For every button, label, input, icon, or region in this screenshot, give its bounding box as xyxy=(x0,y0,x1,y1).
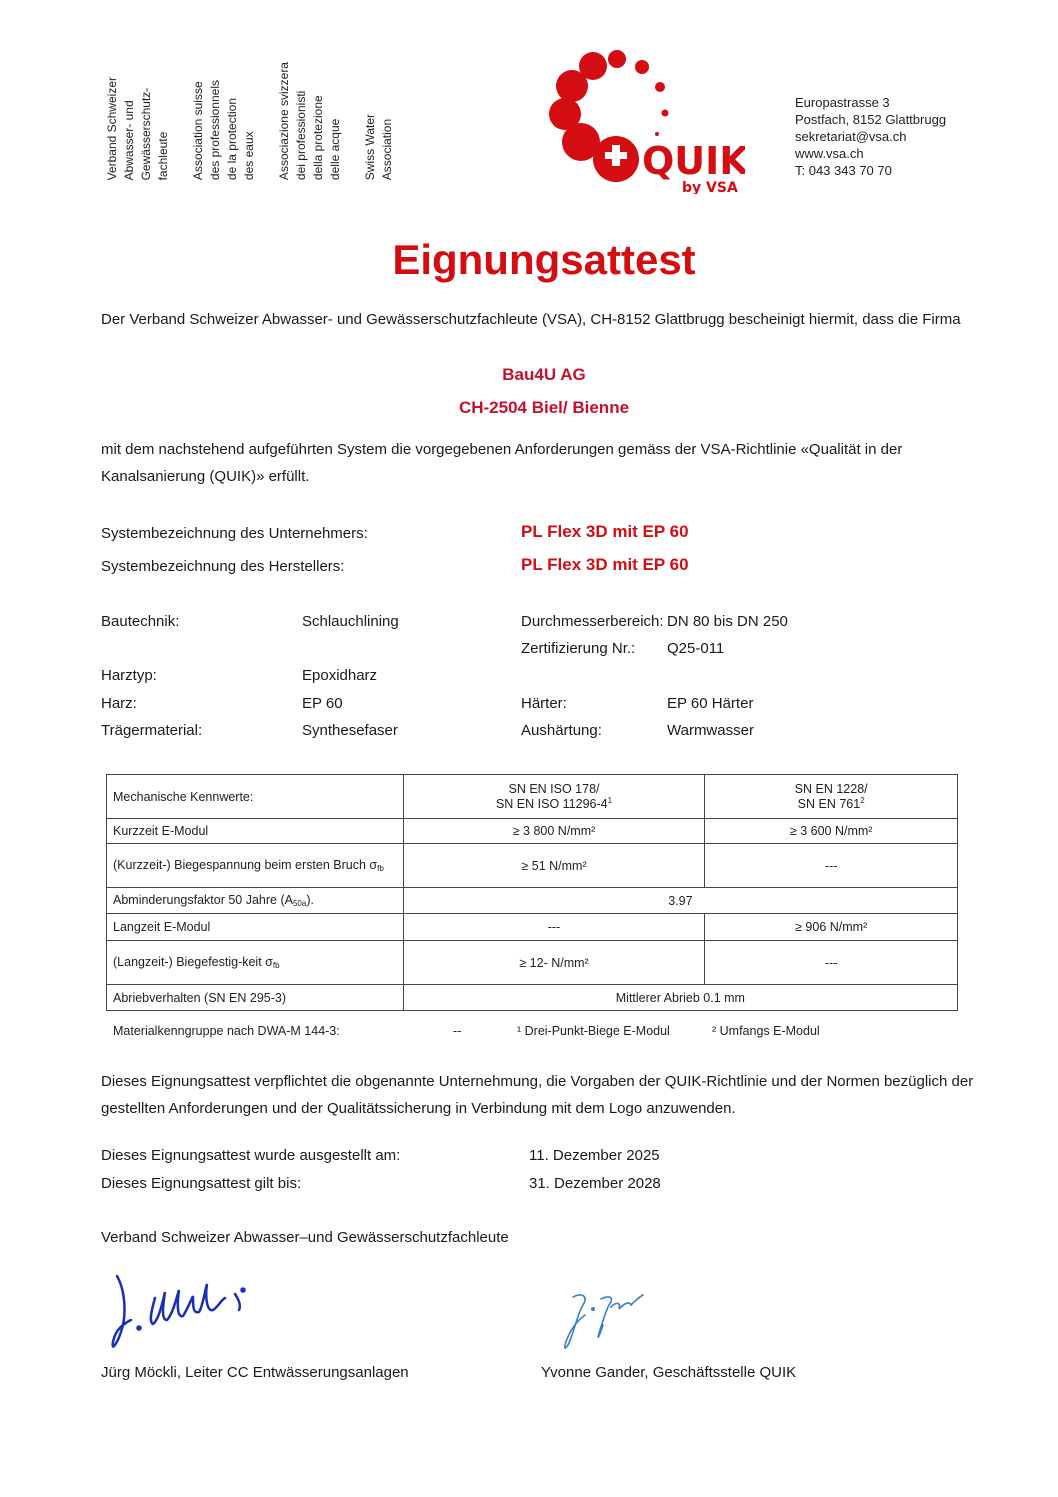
address-website[interactable]: www.vsa.ch xyxy=(795,146,864,161)
row-label: Abriebverhalten (SN EN 295-3) xyxy=(107,985,404,1011)
assoc-it: Associazione svizzera dei professionisti della protezione delle acque xyxy=(277,61,342,180)
valid-date: 31. Dezember 2028 xyxy=(529,1175,661,1192)
row-merged-value: Mittlerer Abrieb 0.1 mm xyxy=(403,985,957,1011)
assoc-de: Verband Schweizer Abwasser- und Gewässerschutz- fachleute xyxy=(105,76,170,180)
intro-text: Der Verband Schweizer Abwasser- und Gewässerschutzfachleute (VSA), CH-8152 Glattbrugg bescheinigt hiermit, dass die Firma xyxy=(101,311,961,328)
aushaertung-value: Warmwasser xyxy=(667,722,754,739)
durchmesser-value: DN 80 bis DN 250 xyxy=(667,613,788,630)
quik-logo xyxy=(545,44,745,194)
obligation-text: Dieses Eignungsattest verpflichtet die obgenannte Unternehmung, die Vorgaben der QUIK-Richtlinie und der Normen bezüglich der gestellten Anforderungen und der Qualitätssicherung in Verbindung mit dem Logo anzuwenden. xyxy=(101,1073,974,1117)
address-postfach: Postfach, 8152 Glattbrugg xyxy=(795,112,947,127)
header-iso178: SN EN ISO 178/ SN EN ISO $11296-4^1$ xyxy=(403,775,705,819)
table-header-row xyxy=(107,775,958,819)
address-street: Europastrasse 3 xyxy=(795,95,890,110)
traeger-value: Synthesefaser xyxy=(302,722,398,739)
bautechnik-label: Bautechnik: xyxy=(101,613,180,630)
row-value-1: ≥ 12- N/mm² xyxy=(403,941,705,985)
mechanical-properties-table xyxy=(106,774,958,1011)
valid-label: Dieses Eignungsattest gilt bis: xyxy=(101,1175,302,1192)
document-title: Eignungsattest xyxy=(392,236,696,283)
row-merged-value: 3.97 xyxy=(403,888,957,914)
traeger-label: Trägermaterial: xyxy=(101,722,203,739)
row-value-1: ≥ 51 N/mm² xyxy=(403,844,705,888)
assoc-fr: Association suisse des professionnels de la protection des eaux xyxy=(191,79,256,180)
signatory-gander: Yvonne Gander, Geschäftsstelle QUIK xyxy=(541,1364,797,1381)
company-location: CH-2504 Biel/ Bienne xyxy=(458,398,630,417)
header-mech: Mechanische Kennwerte: xyxy=(107,775,404,819)
haerter-label: Härter: xyxy=(521,695,567,712)
contractor-system: PL Flex 3D mit EP 60 xyxy=(521,522,689,541)
org-line: Verband Schweizer Abwasser–und Gewässerschutzfachleute xyxy=(101,1229,509,1246)
footnote-2: ² Umfangs E-Modul xyxy=(712,1024,820,1038)
assoc-en: Swiss Water Association xyxy=(363,113,394,180)
harz-label: Harz: xyxy=(101,695,137,712)
footnote-1: ¹ Drei-Punkt-Biege E-Modul xyxy=(517,1024,670,1038)
quik-wordmark: QUIK xyxy=(642,139,745,183)
row-value-2: ≥ 906 N/mm² xyxy=(705,914,958,941)
byvsa-wordmark: by VSA xyxy=(682,180,738,194)
row-label: Kurzzeit E-Modul xyxy=(107,819,404,844)
row-label: Langzeit E-Modul xyxy=(107,914,404,941)
issued-label: Dieses Eignungsattest wurde ausgestellt am: xyxy=(101,1147,401,1164)
durchmesser-label: Durchmesserbereich: xyxy=(521,613,664,630)
company-name: Bau4U AG xyxy=(502,365,586,384)
materialgruppe-label: Materialkenngruppe nach DWA-M 144-3: xyxy=(113,1024,340,1038)
table-row xyxy=(107,844,958,888)
haerter-value: EP 60 Härter xyxy=(667,695,754,712)
issued-date: 11. Dezember 2025 xyxy=(529,1147,660,1164)
table-row xyxy=(107,888,958,914)
address-email[interactable]: sekretariat@vsa.ch xyxy=(795,129,907,144)
aushaertung-label: Aushärtung: xyxy=(521,722,602,739)
manufacturer-label: Systembezeichnung des Herstellers: xyxy=(101,558,345,575)
table-row xyxy=(107,819,958,844)
manufacturer-system: PL Flex 3D mit EP 60 xyxy=(521,555,689,574)
header-en1228: SN EN 1228/ SN EN $761^2$ xyxy=(705,775,958,819)
row-label: Abminderungsfaktor 50 Jahre $(A_{50a})$. xyxy=(107,888,404,914)
row-value-2: --- xyxy=(705,941,958,985)
row-label: (Kurzzeit-) Biegespannung beim ersten Bruch $\sigma_{fb}$ xyxy=(107,844,404,888)
zert-label: Zertifizierung Nr.: xyxy=(521,640,636,657)
statement-text: mit dem nachstehend aufgeführten System die vorgegebenen Anforderungen gemäss der VSA-Richtlinie «Qualität in der Kanalsanierung (QUIK)» erfüllt. xyxy=(101,441,903,485)
row-label: (Langzeit-) Biegefestig-keit $\sigma_{fb}$ xyxy=(107,941,404,985)
table-row xyxy=(107,914,958,941)
row-value-2: ≥ 3 600 N/mm² xyxy=(705,819,958,844)
row-value-1: --- xyxy=(403,914,705,941)
table-row xyxy=(107,941,958,985)
quik-logo-graphic xyxy=(545,44,745,194)
signatory-moeckli: Jürg Möckli, Leiter CC Entwässerungsanlagen xyxy=(101,1364,409,1381)
signature-moeckli xyxy=(105,1270,265,1355)
materialgruppe-value: -- xyxy=(453,1024,462,1038)
row-value-2: --- xyxy=(705,844,958,888)
address-block xyxy=(795,94,946,179)
contractor-label: Systembezeichnung des Unternehmers: xyxy=(101,525,368,542)
zert-value: Q25-011 xyxy=(667,640,725,657)
signature-gander xyxy=(555,1285,655,1355)
bautechnik-value: Schlauchlining xyxy=(302,613,399,630)
address-phone: T: 043 343 70 70 xyxy=(795,163,892,178)
harztyp-label: Harztyp: xyxy=(101,667,157,684)
row-value-1: ≥ 3 800 N/mm² xyxy=(403,819,705,844)
harztyp-value: Epoxidharz xyxy=(302,667,378,684)
table-row xyxy=(107,985,958,1011)
harz-value: EP 60 xyxy=(302,695,343,712)
